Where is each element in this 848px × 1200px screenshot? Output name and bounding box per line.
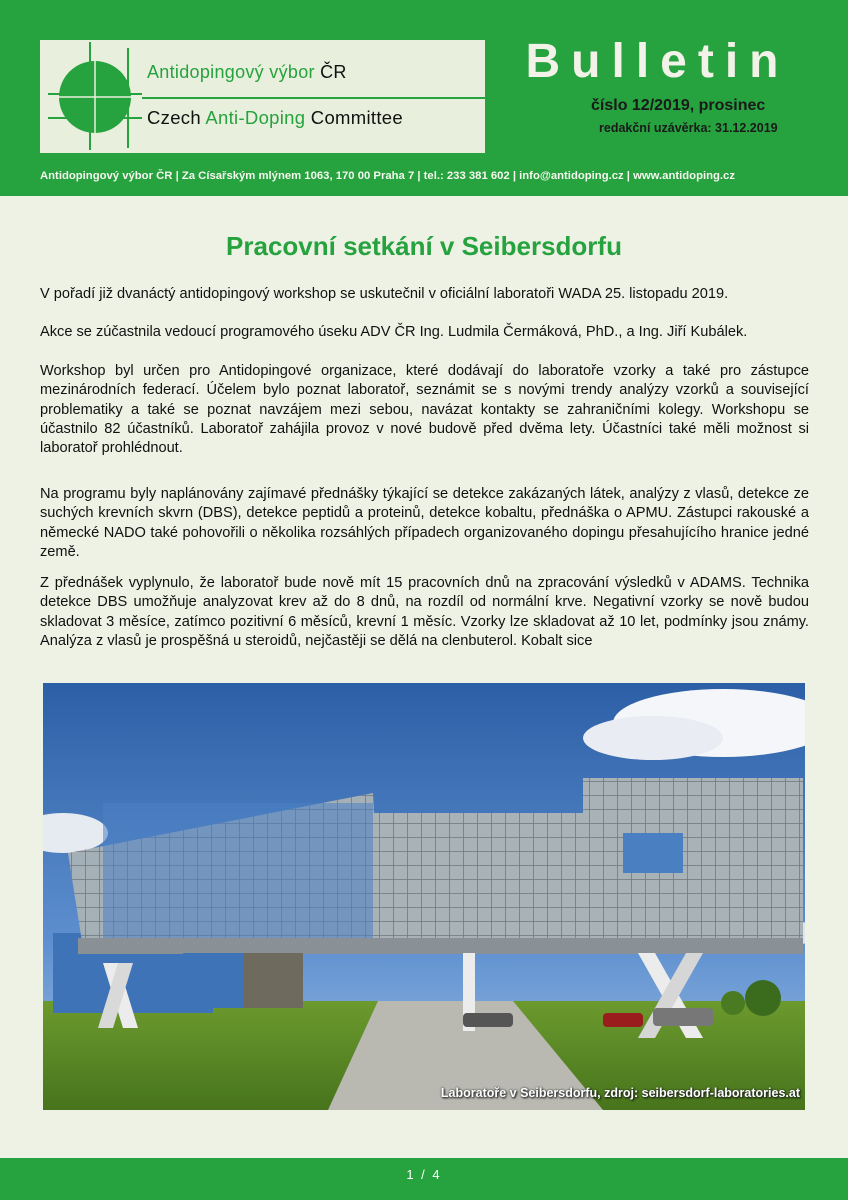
org-name-en: Czech Anti-Doping Committee [147,107,403,128]
org-name-cz: Antidopingový výbor ČR [147,62,347,82]
paragraph-1: V pořadí již dvanáctý antidopingový workshop se uskutečnil v oficiální laboratoři WADA 25. listopadu 2019. [40,286,729,302]
issue-number: číslo 12/2019, prosinec [591,97,766,114]
article-title: Pracovní setkání v Seibersdorfu [226,231,622,261]
logo-divider [142,97,485,99]
bulletin-title: Bulletin [525,35,790,88]
paragraph-5: Z přednášek vyplynulo, že laboratoř bude nově mít 15 pracovních dnů na zpracování výsledků v ADAMS. Technika detekce DBS umožňuje analyzovat krev až do 8 dnů, na rozdíl od normální krve. Negativní vzorky se nově budou skladovat 3 měsíce, zatímco pozitivní 6 měsíců, krevní 1 měsíc. Vzorky lze skladovat až 10 let, podmínky jsou známy. Analýza z vlasů je prospěšná u steroidů, nejčastěji se dělá na clenbuterol. Kobalt sice [40,575,809,649]
photo-caption: Laboratoře v Seibersdorfu, zdroj: seibersdorf-laboratories.at [440,1086,800,1100]
logo [40,40,485,153]
paragraph-3: Workshop byl určen pro Antidopingové organizace, které dodávají do laboratoře vzorky a také pro zástupce mezinárodních federací. Účelem bylo poznat laboratoř, seznámit se s novými trendy analýzy vzorků a související problematiky a také se poznat navzájem mezi sebou, navázat kontakty se zahraničními kolegy. Workshopu se účastnilo 82 účastníků. Laboratoř zahájila provoz v nové budově před dvěma lety. Účastníci také měli možnost si laboratoř prohlédnout. [40,363,809,457]
editorial-deadline: redakční uzávěrka: 31.12.2019 [599,121,778,135]
paragraph-4: Na programu byly naplánovány zajímavé přednášky týkající se detekce zakázaných látek, analýzy z vlasů, detekce ze suchých krevních skvrn (DBS), detekce peptidů a proteinů, detekce kobaltu, přednáška o APMU. Zástupci rakouské a německé NADO také pohovořili o několika rozsáhlých případech organizovaného dopingu přesahujícího hranice jedné země. [40,486,809,560]
paragraph-2: Akce se zúčastnila vedoucí programového úseku ADV ČR Ing. Ludmila Čermáková, PhD., a Ing. Jiří Kubálek. [40,324,748,340]
laboratory-photo [43,683,805,1110]
page-number: 1 / 4 [406,1167,442,1182]
contact-line: Antidopingový výbor ČR | Za Císařským mlýnem 1063, 170 00 Praha 7 | tel.: 233 381 602 | info@antidoping.cz | www.antidoping.cz [40,170,735,182]
